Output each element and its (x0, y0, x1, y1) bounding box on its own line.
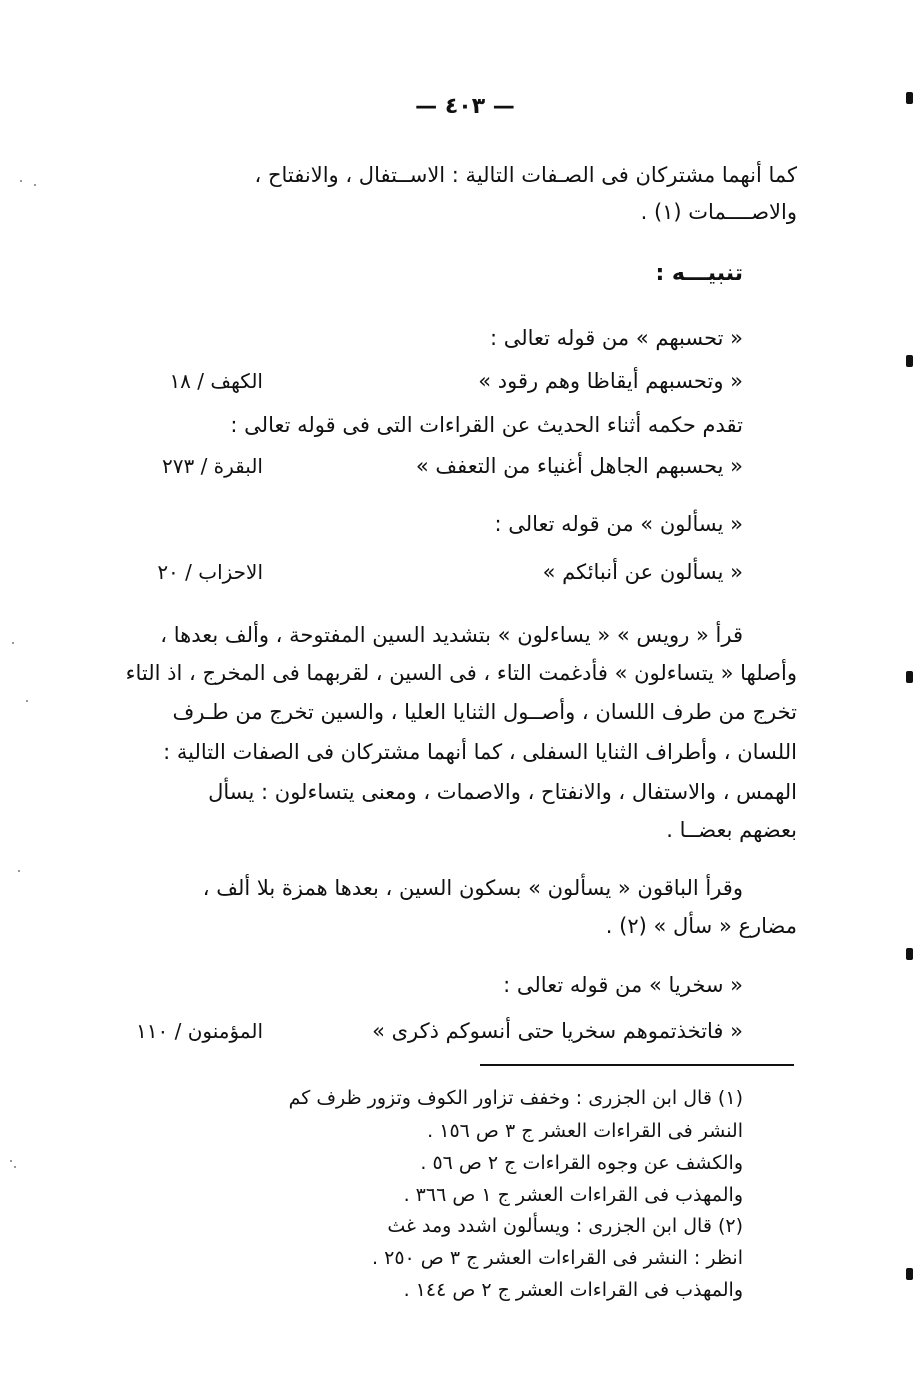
footnote-line: والكشف عن وجوه القراءات ج ٢ ص ٥٦ . (420, 1152, 743, 1174)
quran-verse: « فاتخذتموهم سخريا حتى أنسوكم ذكرى » (372, 1019, 743, 1043)
scan-edge-mark (906, 671, 913, 683)
scan-speck (20, 180, 22, 182)
scan-edge-mark (906, 948, 913, 960)
body-line: الهمس ، والاستفال ، والانفتاح ، والاصمات ، ومعنى يتساءلون : يسأل (208, 780, 797, 804)
scan-edge-mark (906, 92, 913, 104)
body-line: وقرأ الباقون « يسألون » بسكون السين ، بعدها همزة بلا ألف ، (202, 876, 743, 900)
scan-speck (10, 1160, 12, 1162)
scan-edge-mark (906, 1268, 913, 1280)
note-line: تقدم حكمه أثناء الحديث عن القراءات التى فى قوله تعالى : (230, 413, 743, 437)
page-number: — ٤٠٣ — (415, 94, 515, 119)
body-line: اللسان ، وأطراف الثنايا السفلى ، كما أنهما مشتركان فى الصفات التالية : (163, 740, 797, 764)
body-line: وأصلها « يتساءلون » فأدغمت التاء ، فى السين ، لقربهما فى المخرج ، اذ التاء (125, 661, 797, 685)
paragraph-line: والاصــــمات (١) . (640, 200, 797, 224)
verse-intro: « تحسبهم » من قوله تعالى : (489, 326, 743, 350)
body-line: قرأ « رويس » « يساءلون » بتشديد السين المفتوحة ، وألف بعدها ، (160, 623, 743, 647)
footnote-separator (480, 1064, 794, 1066)
scan-speck (14, 1166, 16, 1168)
footnote-line: انظر : النشر فى القراءات العشر ج ٣ ص ٢٥٠ . (372, 1247, 743, 1269)
body-line: تخرج من طرف اللسان ، وأصــول الثنايا العليا ، والسين تخرج من طـرف (172, 700, 797, 724)
footnote-line: (٢) قال ابن الجزرى : ويسألون اشدد ومد غث (387, 1215, 743, 1237)
footnote-line: والمهذب فى القراءات العشر ج ١ ص ٣٦٦ . (403, 1184, 743, 1206)
verse-reference: الاحزاب / ٢٠ (157, 560, 263, 584)
scan-speck (34, 184, 36, 186)
footnote-line: والمهذب فى القراءات العشر ج ٢ ص ١٤٤ . (403, 1279, 743, 1301)
quran-verse: « يحسبهم الجاهل أغنياء من التعفف » (415, 454, 743, 478)
scan-edge-mark (906, 355, 913, 367)
verse-reference: الكهف / ١٨ (169, 369, 263, 393)
quran-verse: « وتحسبهم أيقاظا وهم رقود » (478, 369, 743, 393)
quran-verse: « يسألون عن أنبائكم » (542, 560, 743, 584)
footnote-line: (١) قال ابن الجزرى : وخفف تزاور الكوف وتزور ظرف كم (288, 1087, 743, 1109)
body-line: بعضهم بعضــا . (666, 818, 797, 842)
body-line: مضارع « سأل » (٢) . (605, 914, 797, 938)
verse-intro: « سخريا » من قوله تعالى : (503, 973, 743, 997)
verse-intro: « يسألون » من قوله تعالى : (494, 512, 743, 536)
scan-speck (12, 642, 14, 644)
paragraph-line: كما أنهما مشتركان فى الصـفات التالية : الاســتفال ، والانفتاح ، (254, 163, 797, 187)
footnote-line: النشر فى القراءات العشر ج ٣ ص ١٥٦ . (427, 1120, 743, 1142)
scan-speck (26, 700, 28, 702)
verse-reference: المؤمنون / ١١٠ (136, 1019, 263, 1043)
scan-speck (18, 870, 20, 872)
verse-reference: البقرة / ٢٧٣ (161, 454, 263, 478)
section-heading: تنبيـــه : (655, 261, 743, 286)
